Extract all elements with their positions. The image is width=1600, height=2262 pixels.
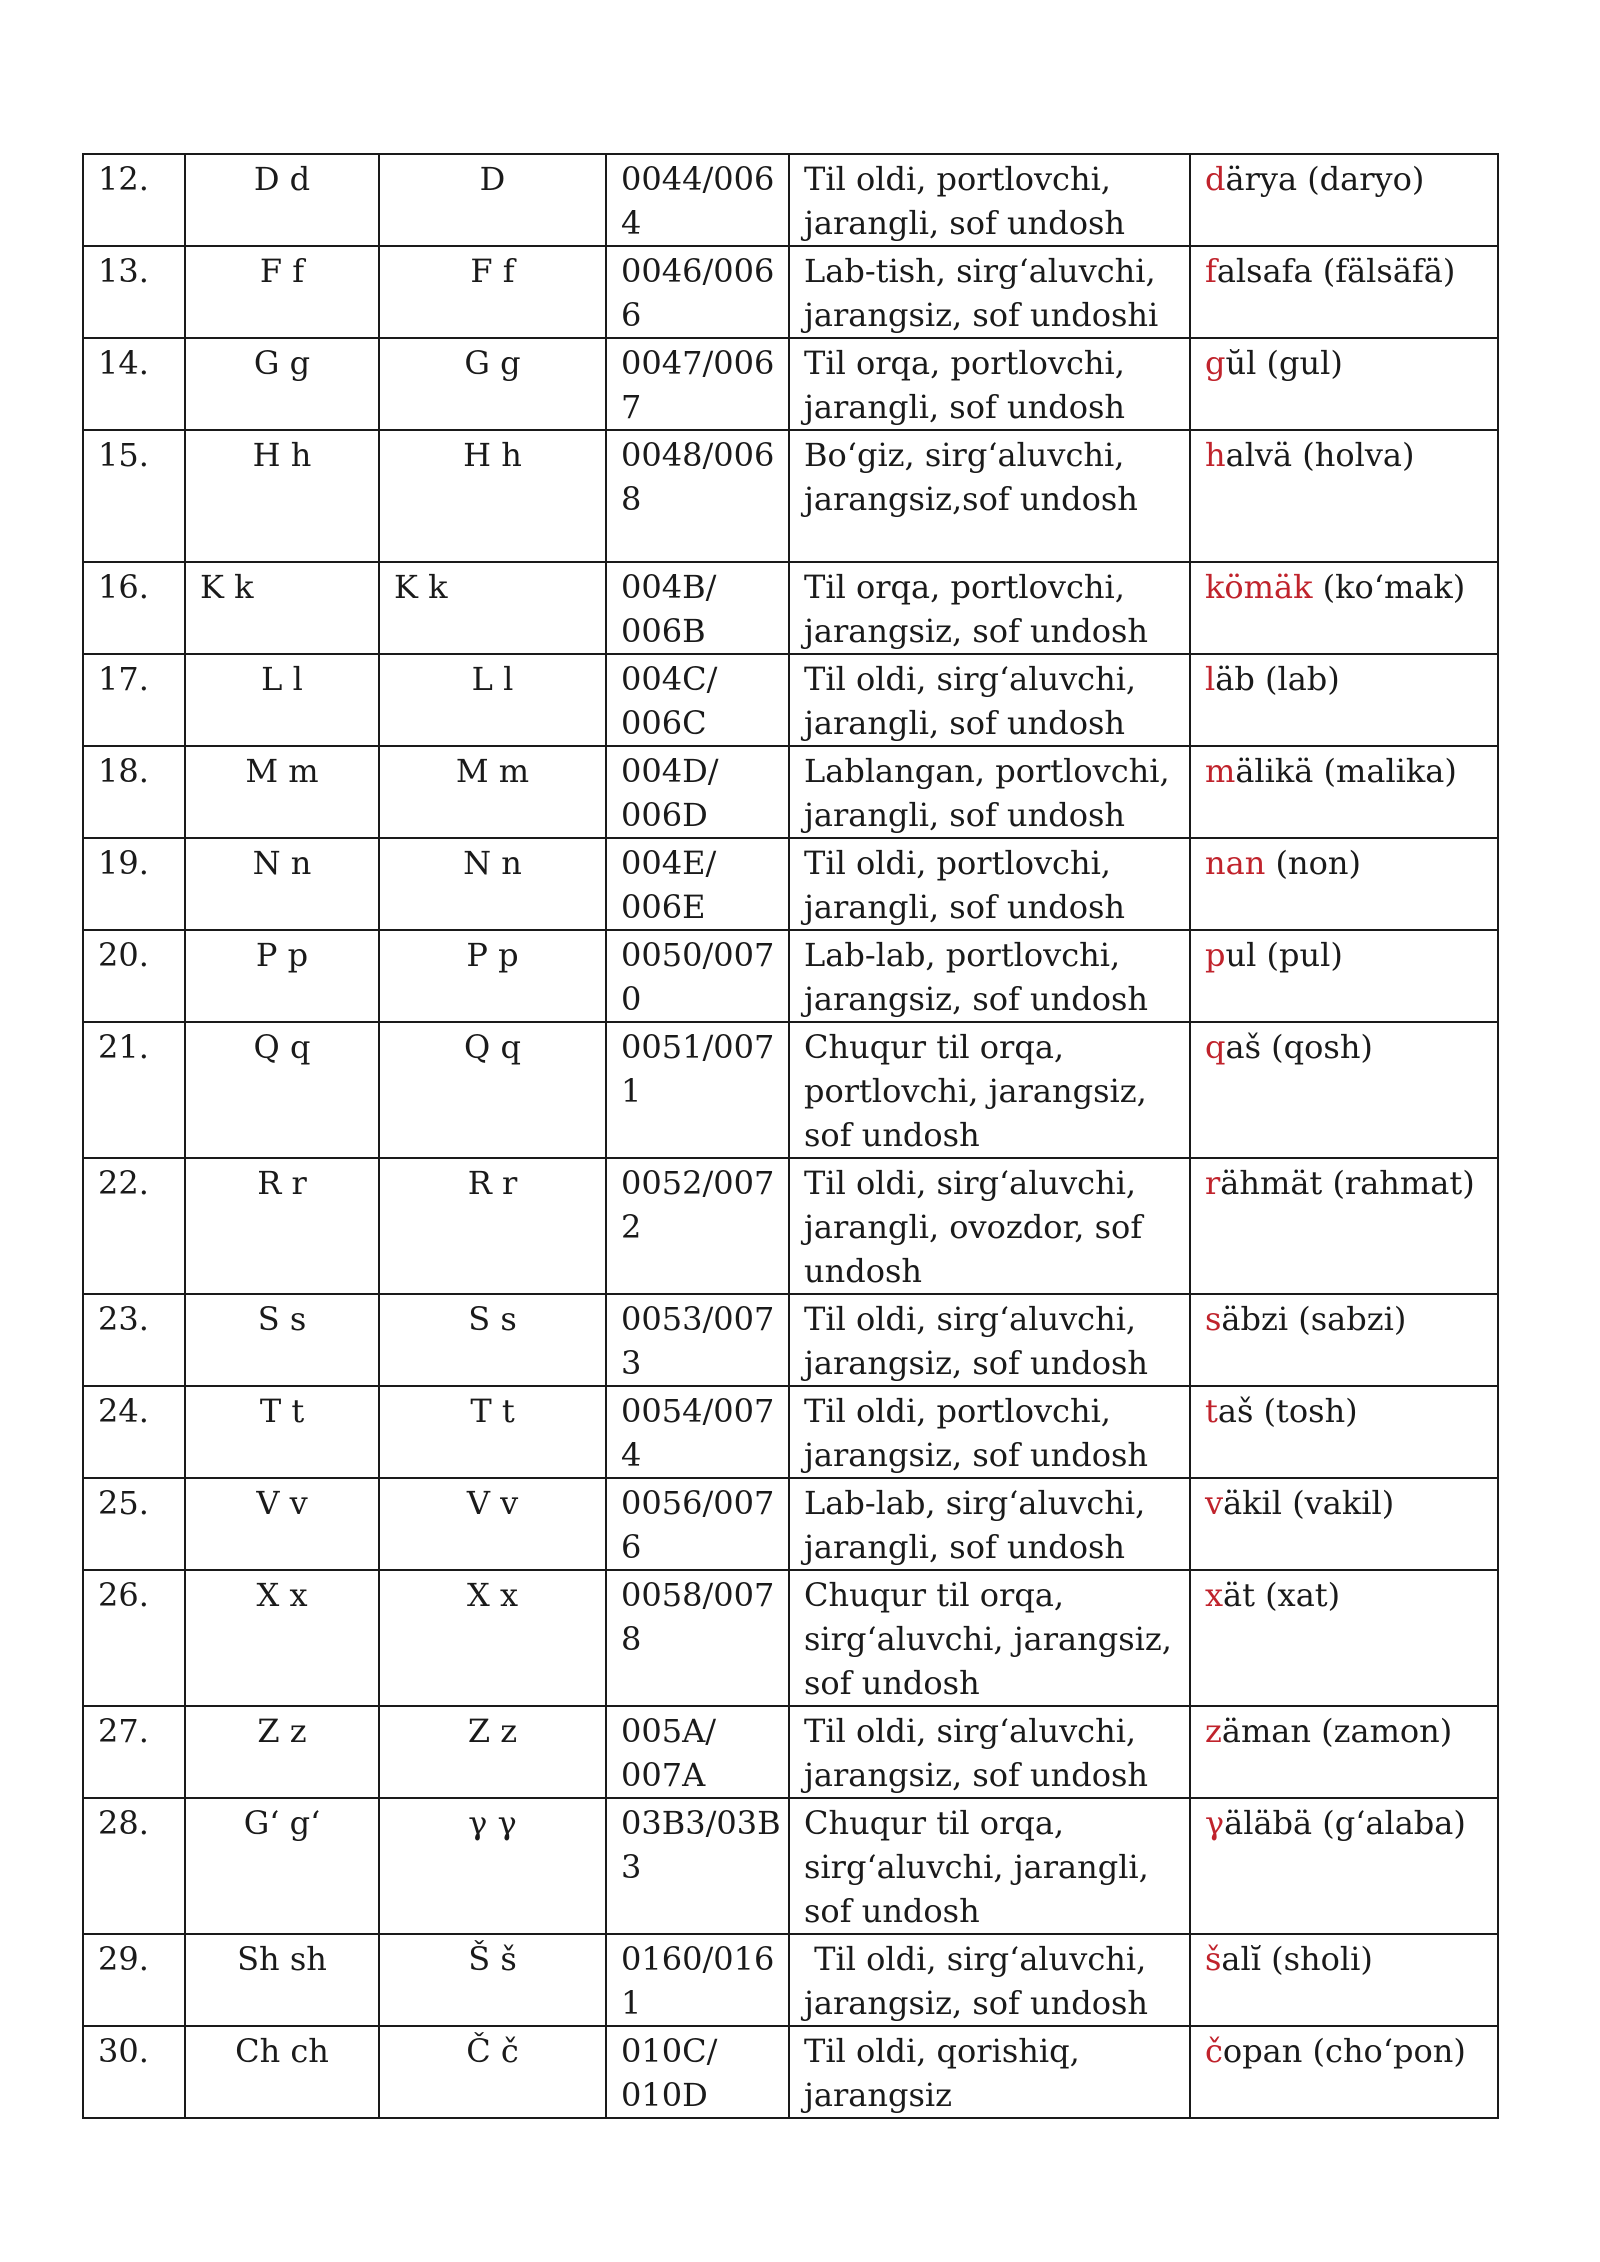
example-highlight: f <box>1205 252 1217 290</box>
example-word <box>1190 1158 1498 1294</box>
phonetic-description <box>789 838 1190 930</box>
unicode-code-line: 8 <box>621 1620 642 1658</box>
example-highlight: d <box>1205 160 1226 198</box>
phonetic-description-line: Til oldi, portlovchi, <box>804 844 1111 882</box>
unicode-code-line: 004B/ <box>621 568 717 606</box>
example-word <box>1190 1570 1498 1706</box>
unicode-code-line: 1 <box>621 1984 642 2022</box>
example-rest: ul (pul) <box>1225 936 1343 974</box>
example-highlight: m <box>1205 752 1236 790</box>
unicode-code <box>606 654 789 746</box>
example-word <box>1190 1934 1498 2026</box>
unicode-code <box>606 338 789 430</box>
example-highlight: č <box>1205 2032 1223 2070</box>
example-word <box>1190 1478 1498 1570</box>
latin-letter: Z z <box>185 1706 379 1798</box>
example-highlight: x <box>1205 1576 1224 1614</box>
example-rest: ähmät (rahmat) <box>1220 1164 1475 1202</box>
international-letter: F f <box>379 246 606 338</box>
example-rest: alĭ (sholi) <box>1221 1940 1373 1978</box>
example-rest: opan (cho‘pon) <box>1222 2032 1466 2070</box>
phonetic-description-line: sof undosh <box>804 1116 980 1154</box>
international-letter: D <box>379 154 606 246</box>
table-row <box>83 154 1498 246</box>
row-number: 22. <box>83 1158 185 1294</box>
latin-letter: M m <box>185 746 379 838</box>
phonetic-description-line: jarangsiz, sof undosh <box>804 980 1149 1018</box>
example-highlight: g <box>1205 344 1226 382</box>
international-letter: P p <box>379 930 606 1022</box>
latin-letter: G g <box>185 338 379 430</box>
unicode-code-line: 010D <box>621 2076 708 2114</box>
phonetic-description-line: Lablangan, portlovchi, <box>804 752 1170 790</box>
example-word <box>1190 246 1498 338</box>
unicode-code-line: 0054/007 <box>621 1392 775 1430</box>
latin-letter: S s <box>185 1294 379 1386</box>
example-highlight: v <box>1205 1484 1224 1522</box>
phonetic-description-line: Til orqa, portlovchi, <box>804 568 1125 606</box>
phonetic-description-line: Lab-lab, sirg‘aluvchi, <box>804 1484 1146 1522</box>
international-letter: H h <box>379 430 606 562</box>
unicode-code <box>606 1022 789 1158</box>
unicode-code-line: 8 <box>621 480 642 518</box>
unicode-code <box>606 930 789 1022</box>
unicode-code-line: 004E/ <box>621 844 717 882</box>
row-number: 18. <box>83 746 185 838</box>
example-highlight: kömäk <box>1205 568 1313 606</box>
phonetic-description-line: Lab-lab, portlovchi, <box>804 936 1121 974</box>
unicode-code-line: 0056/007 <box>621 1484 775 1522</box>
unicode-code-line: 006E <box>621 888 706 926</box>
table-row <box>83 1706 1498 1798</box>
phonetic-description-line: Til oldi, portlovchi, <box>804 160 1111 198</box>
row-number: 26. <box>83 1570 185 1706</box>
row-number: 23. <box>83 1294 185 1386</box>
unicode-code <box>606 1706 789 1798</box>
example-rest: alvä (holva) <box>1225 436 1415 474</box>
latin-letter: Q q <box>185 1022 379 1158</box>
international-letter: R r <box>379 1158 606 1294</box>
table-row <box>83 1294 1498 1386</box>
table-row <box>83 1798 1498 1934</box>
table-row <box>83 430 1498 562</box>
row-number: 30. <box>83 2026 185 2118</box>
table-row <box>83 1022 1498 1158</box>
unicode-code <box>606 746 789 838</box>
unicode-code-line: 006B <box>621 612 706 650</box>
example-highlight: l <box>1205 660 1216 698</box>
table-row <box>83 930 1498 1022</box>
example-highlight: t <box>1205 1392 1218 1430</box>
phonetic-description-line: Lab-tish, sirg‘aluvchi, <box>804 252 1156 290</box>
row-number: 19. <box>83 838 185 930</box>
example-word <box>1190 2026 1498 2118</box>
phonetic-description-line: Til oldi, sirg‘aluvchi, <box>804 660 1137 698</box>
table-row <box>83 654 1498 746</box>
phonetic-description-line: jarangli, sof undosh <box>804 704 1125 742</box>
example-highlight: z <box>1205 1712 1222 1750</box>
unicode-code-line: 0058/007 <box>621 1576 775 1614</box>
phonetic-description <box>789 1294 1190 1386</box>
example-word <box>1190 838 1498 930</box>
example-rest: äbzi (sabzi) <box>1221 1300 1407 1338</box>
latin-letter: Ch ch <box>185 2026 379 2118</box>
example-word <box>1190 1022 1498 1158</box>
example-highlight: q <box>1205 1028 1226 1066</box>
phonetic-description <box>789 1158 1190 1294</box>
unicode-code-line: 0048/006 <box>621 436 775 474</box>
phonetic-description <box>789 562 1190 654</box>
row-number: 12. <box>83 154 185 246</box>
phonetic-description-line: jarangli, sof undosh <box>804 796 1125 834</box>
example-highlight: h <box>1205 436 1226 474</box>
example-word <box>1190 746 1498 838</box>
example-rest: äb (lab) <box>1215 660 1340 698</box>
phonetic-description-line: Chuqur til orqa, <box>804 1028 1065 1066</box>
example-rest: alsafa (fälsäfä) <box>1216 252 1456 290</box>
unicode-code-line: 2 <box>621 1208 642 1246</box>
phonetic-description <box>789 430 1190 562</box>
international-letter: Č č <box>379 2026 606 2118</box>
phonetic-description <box>789 654 1190 746</box>
international-letter: S s <box>379 1294 606 1386</box>
example-rest: älikä (malika) <box>1235 752 1457 790</box>
unicode-code-line: 4 <box>621 1436 642 1474</box>
international-letter: Z z <box>379 1706 606 1798</box>
phonetic-description <box>789 154 1190 246</box>
example-rest: ärya (daryo) <box>1225 160 1425 198</box>
table-row <box>83 1158 1498 1294</box>
phonetic-description-line: jarangsiz, sof undosh <box>804 1436 1149 1474</box>
example-rest: (non) <box>1265 844 1361 882</box>
latin-letter: Sh sh <box>185 1934 379 2026</box>
row-number: 25. <box>83 1478 185 1570</box>
phonetic-description-line: Til oldi, sirg‘aluvchi, <box>804 1300 1137 1338</box>
table-row <box>83 838 1498 930</box>
phonetic-description-line: Til oldi, qorishiq, <box>804 2032 1080 2070</box>
phonetic-description <box>789 1478 1190 1570</box>
unicode-code <box>606 1934 789 2026</box>
phonetic-description-line: undosh <box>804 1252 922 1290</box>
example-rest: ät (xat) <box>1223 1576 1341 1614</box>
phonetic-description <box>789 1570 1190 1706</box>
unicode-code <box>606 1158 789 1294</box>
latin-letter: N n <box>185 838 379 930</box>
phonetic-description <box>789 246 1190 338</box>
row-number: 27. <box>83 1706 185 1798</box>
unicode-code <box>606 1798 789 1934</box>
unicode-code-line: 0050/007 <box>621 936 775 974</box>
phonetic-description-line: Til oldi, sirg‘aluvchi, <box>804 1940 1147 1978</box>
latin-letter: D d <box>185 154 379 246</box>
unicode-code-line: 0047/006 <box>621 344 775 382</box>
latin-letter: R r <box>185 1158 379 1294</box>
unicode-code-line: 6 <box>621 296 642 334</box>
unicode-code <box>606 2026 789 2118</box>
international-letter: M m <box>379 746 606 838</box>
international-letter: γ γ <box>379 1798 606 1934</box>
phonetic-description-line: sof undosh <box>804 1892 980 1930</box>
table-row <box>83 2026 1498 2118</box>
phonetic-description-line: Til oldi, sirg‘aluvchi, <box>804 1712 1137 1750</box>
unicode-code-line: 03B3/03B <box>621 1804 781 1842</box>
phonetic-description <box>789 930 1190 1022</box>
example-word <box>1190 338 1498 430</box>
unicode-code <box>606 246 789 338</box>
example-rest: aš (qosh) <box>1225 1028 1373 1066</box>
unicode-code-line: 0046/006 <box>621 252 775 290</box>
table-body <box>83 154 1498 2118</box>
phonetic-description-line: jarangsiz, sof undosh <box>804 1344 1149 1382</box>
table-row <box>83 246 1498 338</box>
phonetic-description-line: jarangli, sof undosh <box>804 204 1125 242</box>
international-letter: Q q <box>379 1022 606 1158</box>
phonetic-description-line: portlovchi, jarangsiz, <box>804 1072 1147 1110</box>
unicode-code-line: 0051/007 <box>621 1028 775 1066</box>
alphabet-table <box>82 153 1499 2119</box>
international-letter: N n <box>379 838 606 930</box>
table-row <box>83 1570 1498 1706</box>
unicode-code-line: 3 <box>621 1848 642 1886</box>
phonetic-description <box>789 1706 1190 1798</box>
example-word <box>1190 1706 1498 1798</box>
example-rest: (ko‘mak) <box>1312 568 1466 606</box>
unicode-code-line: 0052/007 <box>621 1164 775 1202</box>
example-word <box>1190 562 1498 654</box>
phonetic-description <box>789 338 1190 430</box>
example-highlight: p <box>1205 936 1226 974</box>
international-letter: L l <box>379 654 606 746</box>
phonetic-description-line: sirg‘aluvchi, jarangsiz, <box>804 1620 1172 1658</box>
table-row <box>83 746 1498 838</box>
unicode-code <box>606 1570 789 1706</box>
unicode-code-line: 004C/ <box>621 660 718 698</box>
phonetic-description <box>789 1022 1190 1158</box>
phonetic-description-line: jarangsiz, sof undosh <box>804 1756 1149 1794</box>
unicode-code-line: 6 <box>621 1528 642 1566</box>
example-word <box>1190 1386 1498 1478</box>
latin-letter: P p <box>185 930 379 1022</box>
example-word <box>1190 654 1498 746</box>
phonetic-description <box>789 1934 1190 2026</box>
unicode-code-line: 4 <box>621 204 642 242</box>
unicode-code-line: 0160/016 <box>621 1940 775 1978</box>
row-number: 20. <box>83 930 185 1022</box>
unicode-code-line: 3 <box>621 1344 642 1382</box>
international-letter: T t <box>379 1386 606 1478</box>
latin-letter: K k <box>185 562 379 654</box>
example-highlight: š <box>1205 1940 1222 1978</box>
example-rest: äman (zamon) <box>1221 1712 1453 1750</box>
table-row <box>83 1386 1498 1478</box>
unicode-code-line: 010C/ <box>621 2032 718 2070</box>
phonetic-description-line: jarangsiz, sof undoshi <box>804 296 1159 334</box>
phonetic-description <box>789 1798 1190 1934</box>
phonetic-description-line: jarangli, ovozdor, sof <box>804 1208 1143 1246</box>
phonetic-description-line: Til oldi, portlovchi, <box>804 1392 1111 1430</box>
unicode-code-line: 7 <box>621 388 642 426</box>
example-word <box>1190 930 1498 1022</box>
example-rest: äläbä (g‘alaba) <box>1224 1804 1466 1842</box>
example-rest: aš (tosh) <box>1217 1392 1358 1430</box>
row-number: 17. <box>83 654 185 746</box>
phonetic-description <box>789 1386 1190 1478</box>
phonetic-description-line: jarangsiz, sof undosh <box>804 1984 1149 2022</box>
unicode-code <box>606 1294 789 1386</box>
latin-letter: V v <box>185 1478 379 1570</box>
table-row <box>83 1934 1498 2026</box>
phonetic-description-line: Chuqur til orqa, <box>804 1804 1065 1842</box>
latin-letter: L l <box>185 654 379 746</box>
phonetic-description-line: Til orqa, portlovchi, <box>804 344 1125 382</box>
unicode-code-line: 0044/006 <box>621 160 775 198</box>
row-number: 21. <box>83 1022 185 1158</box>
international-letter: V v <box>379 1478 606 1570</box>
unicode-code-line: 1 <box>621 1072 642 1110</box>
unicode-code <box>606 1478 789 1570</box>
table-row <box>83 338 1498 430</box>
phonetic-description-line: jarangsiz, sof undosh <box>804 612 1149 650</box>
latin-letter: G‘ g‘ <box>185 1798 379 1934</box>
example-highlight: r <box>1205 1164 1221 1202</box>
unicode-code-line: 006D <box>621 796 708 834</box>
unicode-code <box>606 1386 789 1478</box>
phonetic-description-line: jarangli, sof undosh <box>804 1528 1125 1566</box>
example-rest: ŭl (gul) <box>1225 344 1343 382</box>
phonetic-description-line: Chuqur til orqa, <box>804 1576 1065 1614</box>
table-row <box>83 562 1498 654</box>
row-number: 13. <box>83 246 185 338</box>
example-highlight: nan <box>1205 844 1266 882</box>
latin-letter: H h <box>185 430 379 562</box>
unicode-code-line: 004D/ <box>621 752 719 790</box>
unicode-code-line: 0053/007 <box>621 1300 775 1338</box>
row-number: 14. <box>83 338 185 430</box>
unicode-code-line: 006C <box>621 704 707 742</box>
example-rest: äkil (vakil) <box>1223 1484 1395 1522</box>
row-number: 16. <box>83 562 185 654</box>
latin-letter: T t <box>185 1386 379 1478</box>
unicode-code-line: 005A/ <box>621 1712 716 1750</box>
unicode-code <box>606 562 789 654</box>
international-letter: K k <box>379 562 606 654</box>
unicode-code <box>606 154 789 246</box>
example-highlight: s <box>1205 1300 1222 1338</box>
international-letter: G g <box>379 338 606 430</box>
latin-letter: X x <box>185 1570 379 1706</box>
unicode-code-line: 0 <box>621 980 642 1018</box>
unicode-code-line: 007A <box>621 1756 706 1794</box>
latin-letter: F f <box>185 246 379 338</box>
phonetic-description-line: jarangli, sof undosh <box>804 888 1125 926</box>
example-word <box>1190 154 1498 246</box>
row-number: 28. <box>83 1798 185 1934</box>
table-row <box>83 1478 1498 1570</box>
row-number: 29. <box>83 1934 185 2026</box>
phonetic-description-line: Bo‘giz, sirg‘aluvchi, <box>804 436 1125 474</box>
unicode-code <box>606 838 789 930</box>
row-number: 24. <box>83 1386 185 1478</box>
phonetic-description-line: jarangsiz,sof undosh <box>804 480 1138 518</box>
international-letter: Š š <box>379 1934 606 2026</box>
phonetic-description-line: Til oldi, sirg‘aluvchi, <box>804 1164 1137 1202</box>
example-word <box>1190 1294 1498 1386</box>
phonetic-description-line: sirg‘aluvchi, jarangli, <box>804 1848 1149 1886</box>
phonetic-description-line: sof undosh <box>804 1664 980 1702</box>
example-highlight: γ <box>1205 1804 1225 1842</box>
phonetic-description-line: jarangsiz <box>804 2076 952 2114</box>
row-number: 15. <box>83 430 185 562</box>
international-letter: X x <box>379 1570 606 1706</box>
phonetic-description-line: jarangli, sof undosh <box>804 388 1125 426</box>
example-word <box>1190 430 1498 562</box>
phonetic-description <box>789 2026 1190 2118</box>
example-word <box>1190 1798 1498 1934</box>
unicode-code <box>606 430 789 562</box>
phonetic-description <box>789 746 1190 838</box>
